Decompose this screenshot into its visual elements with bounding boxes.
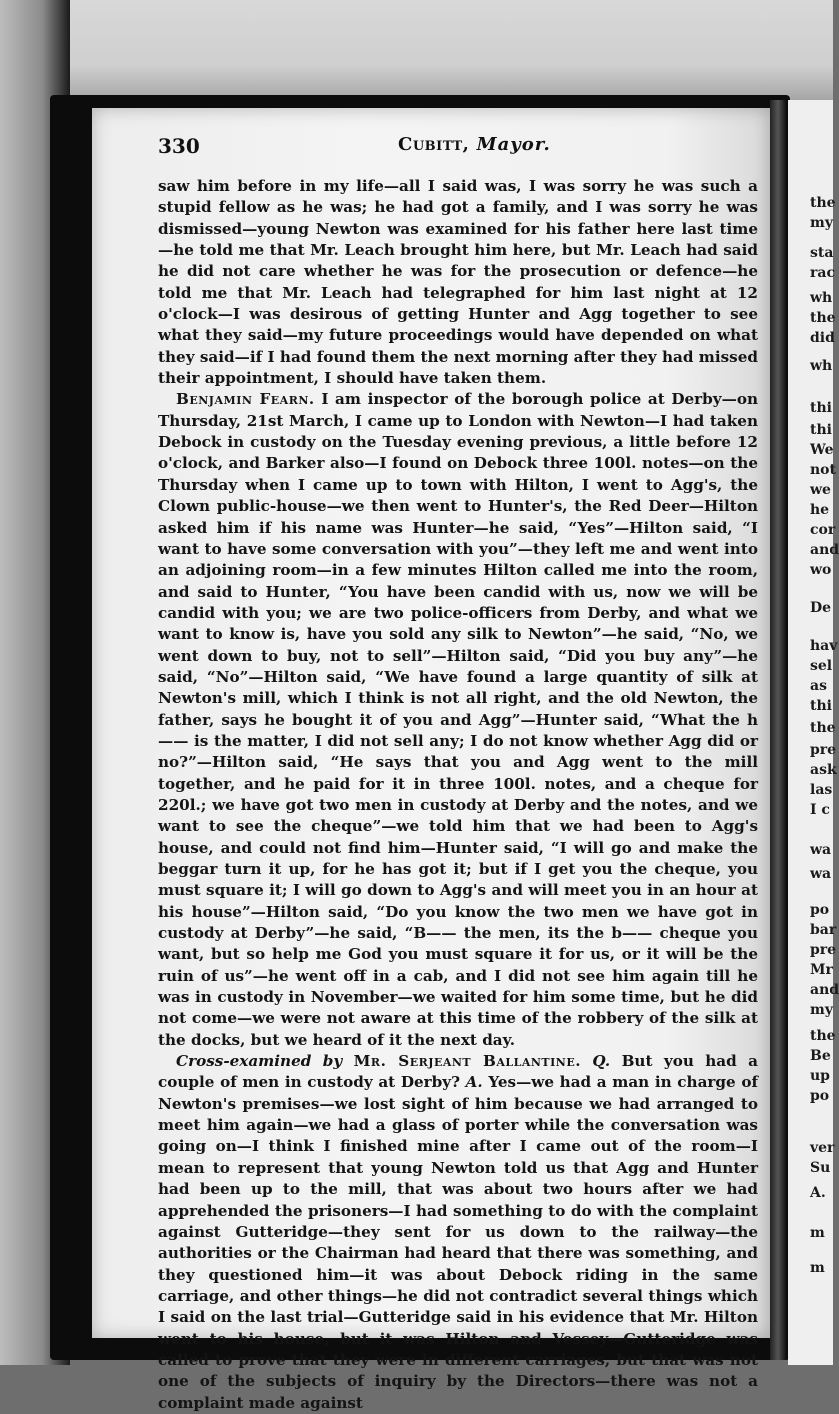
adjacent-page-fragment: pre [810, 742, 837, 758]
adjacent-page-fragment: not [810, 462, 836, 478]
adjacent-page-fragment: I c [810, 802, 830, 818]
adjacent-page-fragment: the [810, 720, 836, 736]
adjacent-page-fragment: the [810, 195, 836, 211]
adjacent-page-fragment: Be [810, 1048, 831, 1064]
adjacent-page-fragment: po [810, 1088, 830, 1104]
page-number: 330 [158, 134, 200, 158]
answer-marker: A. [465, 1073, 483, 1092]
page-header [158, 134, 758, 164]
adjacent-page-fragment: po [810, 902, 830, 918]
adjacent-page-fragment: Mr [810, 962, 833, 978]
adjacent-page-fragment: wh [810, 290, 833, 306]
adjacent-page-fragment: rac [810, 265, 835, 281]
running-head-name: Cubitt, [398, 134, 470, 155]
paragraph-2-text: I am inspector of the borough police at Derby—on Thursday, 21st March, I came up to London with Newton—I had taken Debock in custody on the Tuesday evening previous, a little before 12 o'clock, and Barker also—I found on Debock three 100l. notes—on the Thursday when I came up to town with Hilton, I went to Agg's, the Clown public-house—we then went to Hunter's, the Red Deer—Hilton asked him if his name was Hunter—he said, “Yes”—Hilton said, “I want to have some conversation with you”—they left me and went into an adjoining room—in a few minutes Hilton called me into the room, and said to Hunter, “You have been candid with us, now we will be candid with you; we are two police-officers from Derby, and what we want to know is, have you sold any silk to Newton”—he said, “No, we went down to buy, not to sell”—Hilton said, “Did you buy any”—he said, “No”—Hilton said, “We have found a large quantity of silk at Newton's mill, which I think is not all right, and the old Newton, the father, says he bought it of you and Agg”—Hunter said, “What the h—— is the matter, I did not sell any; I do not know whether Agg did or no?”—Hilton said, “He says that you and Agg went to the mill together, and he paid for it in three 100l. notes, and a cheque for 220l.; we have got two men in custody at Derby and the notes, and we want to see the cheque”—we told him that we had been to Agg's house, and could not find him—Hunter said, “I will go and make the beggar turn it up, for he has got it; but if I get you the cheque, you must square it; I will go down to Agg's and will meet you in an hour at his house”—Hilton said, “Do you know the two men we have got in custody at Derby”—he said, “B—— the men, its the b—— cheque you want, but so help me God you must square it for us, or it will be the ruin of us”—he went off in a cab, and I did not see him again till he was in custody in November—we waited for him some time, but he did not come—we were not aware at this time of the robbery of the silk at the docks, but we heard of it the next day. [158, 390, 758, 1049]
question-text: But you had a couple of men in custody at Derby? [158, 1052, 758, 1092]
adjacent-page-fragment: my [810, 1002, 833, 1018]
running-head-title: Mayor. [476, 134, 551, 155]
adjacent-page-fragment: the [810, 310, 836, 326]
adjacent-page-fragment: las [810, 782, 833, 798]
adjacent-page-fragment: wa [810, 842, 832, 858]
adjacent-page-fragment: hav [810, 638, 838, 654]
adjacent-page-fragment: as [810, 678, 827, 694]
witness-name: Benjamin Fearn. [176, 390, 315, 409]
adjacent-page-fragment: thi [810, 698, 832, 714]
adjacent-page-fragment: thi [810, 422, 832, 438]
question-marker: Q. [592, 1052, 611, 1071]
adjacent-page-fragment: cor [810, 522, 836, 538]
cross-exam-lead: Cross-examined by [176, 1052, 343, 1071]
adjacent-page-fragment: De [810, 600, 832, 616]
adjacent-page-fragment: he [810, 502, 830, 518]
adjacent-page-fragment: ver [810, 1140, 835, 1156]
scan-background-top [0, 0, 833, 110]
body-text [158, 176, 758, 1414]
adjacent-page-fragment: m [810, 1260, 825, 1276]
adjacent-page-fragment: and [810, 982, 839, 998]
counsel-name: Mr. Serjeant Ballantine. [353, 1052, 581, 1071]
adjacent-page-fragment: wh [810, 358, 833, 374]
adjacent-page-fragment: and [810, 542, 839, 558]
adjacent-page-fragment: pre [810, 942, 837, 958]
adjacent-page-fragment: wa [810, 866, 832, 882]
adjacent-page-fragment: wo [810, 562, 832, 578]
adjacent-page-fragment: m [810, 1225, 825, 1241]
adjacent-page-fragment: the [810, 1028, 836, 1044]
adjacent-page-fragment: We [810, 442, 834, 458]
adjacent-page-fragment: sel [810, 658, 833, 674]
adjacent-page-fragment: thi [810, 400, 832, 416]
adjacent-page-fragment: up [810, 1068, 830, 1084]
adjacent-page-fragment: ask [810, 762, 837, 778]
running-head [398, 134, 551, 155]
adjacent-page-fragment: my [810, 215, 833, 231]
paragraph-2 [158, 389, 758, 1051]
adjacent-page-fragment: did [810, 330, 835, 346]
paragraph-3-text: Yes—we had a man in charge of Newton's premises—we lost sight of him because we had arranged to meet him again—we had a glass of porter while the conversation was going on—I think I finished mine after I came out of the room—I mean to represent that young Newton told us that Agg and Hunter had been up to the mill, that was about two hours after we had apprehended the prisoners—I had something to do with the complaint against Gutteridge—they sent for us down to the railway—the authorities or the Chairman had heard that there was something, and they questioned him—it was about Debock riding in the same carriage, and other things—he did not contradict several things which I said on the last trial—Gutteridge said in his evidence that Mr. Hilton went to his house, but it was Hilton and Vessey—Gutteridge was called to prove that they were in different carriages, but that was not one of the subjects of inquiry by the Directors—there was not a complaint made against [158, 1073, 759, 1412]
adjacent-page-fragment: sta [810, 245, 834, 261]
book-page [92, 108, 770, 1412]
paragraph-1: saw him before in my life—all I said was, I was sorry he was such a stupid fellow as he was; he had got a family, and I was sorry he was dismissed—young Newton was examined for his father here last time—he told me that Mr. Leach brought him here, but Mr. Leach had said he did not care whether he was for the prosecution or defence—he told me that Mr. Leach had telegraphed for him last night at 12 o'clock—I was desirous of getting Hunter and Agg together to see what they said—my future proceedings would have depended on what they said—if I had found them the next morning after they had missed their appointment, I should have taken them. [158, 177, 758, 388]
adjacent-page-edge [788, 100, 839, 1365]
adjacent-page-fragment: we [810, 482, 831, 498]
adjacent-page-fragment: A. [810, 1185, 826, 1201]
adjacent-page-fragment: bar [810, 922, 837, 938]
adjacent-page-fragment: Su [810, 1160, 831, 1176]
book-spine [770, 100, 786, 1360]
paragraph-3 [158, 1051, 758, 1414]
